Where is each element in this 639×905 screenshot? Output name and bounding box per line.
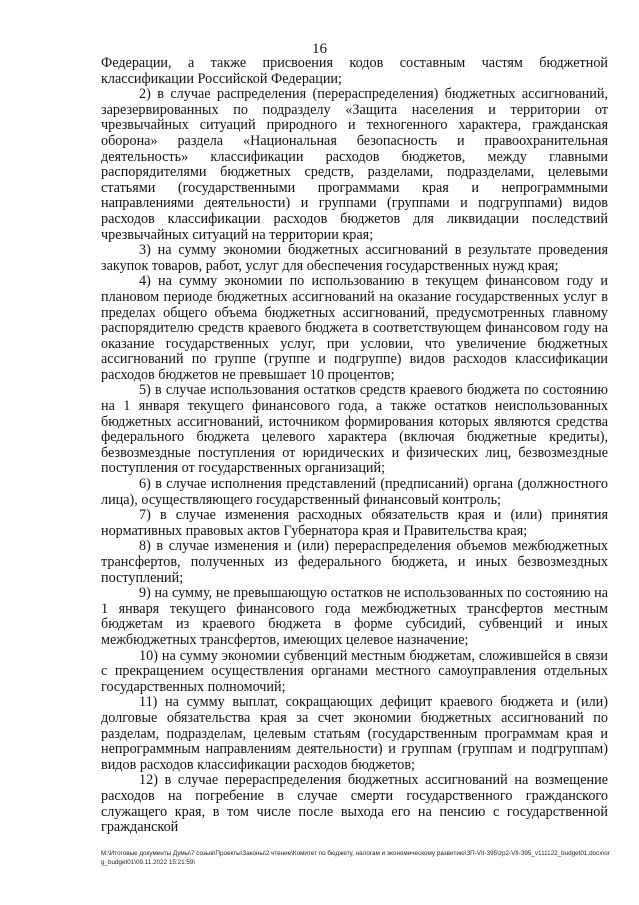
- paragraph-item-12: 12) в случае перераспределения бюджетных ассигнований на возмещение расходов на погребение в случае смерти государственного гражданского служащего края, в том числе после выхода его на пенсию с государственной гражданской: [101, 772, 608, 836]
- paragraph-item-10: 10) на сумму экономии субвенций местным бюджетам, сложившейся в связи с прекращением осуществления органами местного самоуправления отдельных государственных полномочий;: [101, 647, 608, 695]
- paragraph-item-5: 5) в случае использования остатков средств краевого бюджета по состоянию на 1 января текущего финансового года, а также остатков неиспользованных бюджетных ассигнований, источником формирования которых являются средства федерального бюджета целевого характера (включая бюджетные кредиты), безвозмездные поступления от юридических и физических лиц, безвозмездные поступления от государственных организаций;: [101, 382, 608, 477]
- paragraph-item-3: 3) на сумму экономии бюджетных ассигнований в результате проведения закупок товаров, работ, услуг для обеспечения государственных нужд края;: [101, 242, 608, 274]
- file-path-footer: М:\Итоговые документы Думы\7 созыв\Проекты\Законы\2 чтение\Комитет по бюджету, налогам и экономическому развитию\ЗП-VII-395\zp2-VII-395_v111122_budget01.docx\org_budget01\09.11.2022 15:21:59\: [101, 850, 610, 866]
- paragraph-item-8: 8) в случае изменения и (или) перераспределения объемов межбюджетных трансфертов, полученных из федерального бюджета, и иных безвозмездных поступлений;: [101, 538, 608, 586]
- paragraph-item-6: 6) в случае исполнения представлений (предписаний) органа (должностного лица), осуществляющего государственный финансовый контроль;: [101, 476, 608, 508]
- paragraph-item-2: 2) в случае распределения (перераспределения) бюджетных ассигнований, зарезервированных по подразделу «Защита населения и территории от чрезвычайных ситуаций природного и техногенного характера, гражданская оборона» раздела «Национальная безопасность и правоохранительная деятельность» классификации расходов бюджетов, между главными распорядителями бюджетных средств, разделами, подразделами, целевыми статьями (государственными программами края и непрограммными направлениями деятельности) и группами (группами и подгруппами) видов расходов классификации расходов бюджетов для ликвидации последствий чрезвычайных ситуаций на территории края;: [101, 86, 608, 243]
- paragraph-continuation: Федерации, а также присвоения кодов составным частям бюджетной классификации Российской Федерации;: [101, 55, 608, 87]
- paragraph-item-11: 11) на сумму выплат, сокращающих дефицит краевого бюджета и (или) долговые обязательства края за счет экономии бюджетных ассигнований по разделам, подразделам, целевым статьям (государственным программам края и непрограммным направлениям деятельности) и группам (группам и подгруппам) видов расходов классификации расходов бюджетов;: [101, 694, 608, 773]
- page-number: 16: [312, 41, 327, 57]
- paragraph-item-4: 4) на сумму экономии по использованию в текущем финансовом году и плановом периоде бюджетных ассигнований на оказание государственных услуг в пределах общего объема бюджетных ассигнований, предусмотренных главному распорядителю средств краевого бюджета в соответствующем финансовом году на оказание государственных услуг, при условии, что увеличение бюджетных ассигнований по группе (группе и подгруппе) видов расходов классификации расходов бюджетов не превышает 10 процентов;: [101, 273, 608, 383]
- paragraph-item-9: 9) на сумму, не превышающую остатков не использованных по состоянию на 1 января текущего финансового года межбюджетных трансфертов местным бюджетам из краевого бюджета в форме субсидий, субвенций и иных межбюджетных трансфертов, имеющих целевое назначение;: [101, 585, 608, 648]
- document-body: [101, 56, 608, 836]
- paragraph-item-7: 7) в случае изменения расходных обязательств края и (или) принятия нормативных правовых актов Губернатора края и Правительства края;: [101, 507, 608, 539]
